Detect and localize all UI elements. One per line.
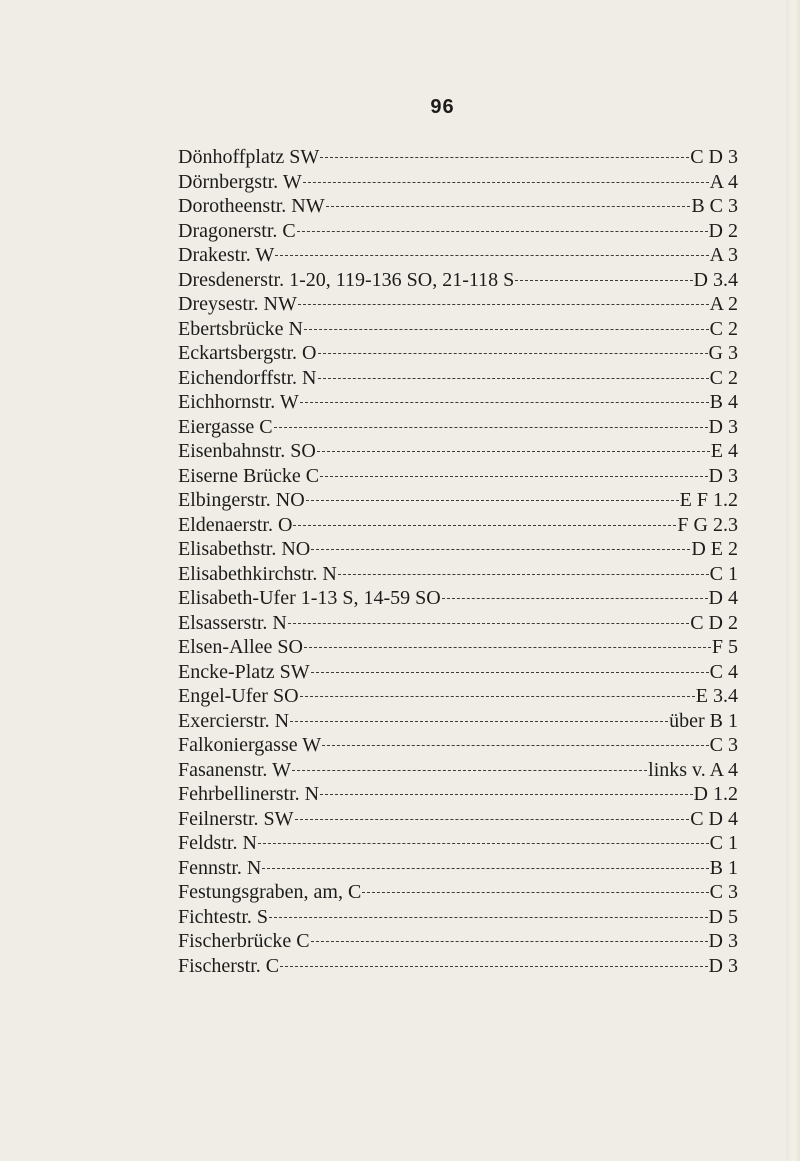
index-entry	[178, 243, 738, 268]
grid-reference: D 2	[708, 219, 738, 242]
grid-reference: A 2	[709, 293, 738, 315]
dotted-leader	[338, 574, 709, 575]
street-name: Eiergasse C	[178, 415, 273, 438]
index-entry	[178, 268, 738, 293]
index-entry	[178, 880, 738, 905]
street-name: Dörnbergstr. W	[178, 170, 302, 193]
index-entry	[178, 929, 738, 954]
street-name: Dönhoffplatz SW	[178, 146, 320, 168]
grid-reference: B 1	[709, 856, 738, 879]
dotted-leader	[262, 868, 708, 869]
index-entry	[178, 194, 738, 219]
street-name: Elsen-Allee SO	[178, 636, 303, 658]
index-entry	[178, 660, 738, 685]
index-entry	[178, 537, 738, 562]
grid-reference: F G 2.3	[677, 513, 738, 536]
dotted-leader	[258, 843, 709, 844]
dotted-leader	[515, 280, 692, 281]
dotted-leader	[292, 770, 647, 771]
street-name: Eiserne Brücke C	[178, 464, 320, 487]
dotted-leader	[320, 476, 707, 477]
dotted-leader	[280, 966, 707, 967]
dotted-leader	[304, 329, 709, 330]
street-name: Fasanenstr. W	[178, 758, 291, 781]
grid-reference: C D 2	[690, 611, 738, 634]
index-entry	[178, 586, 738, 611]
dotted-leader	[311, 549, 690, 550]
dotted-leader	[318, 378, 709, 379]
dotted-leader	[317, 451, 710, 452]
street-name: Eldenaerstr. O	[178, 513, 293, 536]
index-entry	[178, 464, 738, 489]
grid-reference: C D 3	[690, 146, 738, 168]
dotted-leader	[290, 721, 668, 722]
dotted-leader	[275, 255, 708, 256]
dotted-leader	[274, 427, 708, 428]
grid-reference: C 2	[709, 317, 738, 340]
dotted-leader	[303, 182, 709, 183]
page-number: 96	[430, 96, 455, 118]
dotted-leader	[442, 598, 708, 599]
grid-reference: C 1	[709, 562, 738, 585]
street-name: Feilnerstr. SW	[178, 807, 294, 830]
index-entry	[178, 439, 738, 464]
street-name: Elisabeth-Ufer 1-13 S, 14-59 SO	[178, 587, 441, 609]
index-entry	[178, 684, 738, 709]
grid-reference: C 2	[709, 366, 738, 389]
street-name: Fischerbrücke C	[178, 930, 310, 952]
grid-reference: A 4	[709, 170, 738, 193]
grid-reference: G 3	[708, 342, 738, 364]
grid-reference: C 3	[709, 734, 738, 756]
grid-reference: E 3.4	[695, 685, 738, 707]
grid-reference: D 3.4	[693, 268, 738, 291]
index-entry	[178, 219, 738, 244]
grid-reference: C 3	[709, 881, 738, 903]
street-name: Eichhornstr. W	[178, 391, 299, 413]
dotted-leader	[304, 647, 711, 648]
index-entry	[178, 611, 738, 636]
street-name: Elbingerstr. NO	[178, 489, 305, 511]
grid-reference: E F 1.2	[679, 489, 738, 511]
index-entry	[178, 905, 738, 930]
street-name: Elisabethstr. NO	[178, 538, 311, 560]
index-entry	[178, 488, 738, 513]
grid-reference: D E 2	[691, 538, 738, 560]
street-index-list	[178, 145, 738, 978]
grid-reference: C D 4	[690, 807, 738, 830]
street-name: Dreysestr. NW	[178, 293, 297, 315]
grid-reference: B C 3	[691, 195, 738, 217]
grid-reference: D 4	[708, 587, 738, 609]
grid-reference: D 5	[708, 905, 738, 928]
grid-reference: C 1	[709, 832, 738, 854]
street-name: Drakestr. W	[178, 244, 275, 266]
grid-reference: B 4	[709, 391, 738, 413]
dotted-leader	[293, 525, 676, 526]
street-name: Festungsgraben, am, C	[178, 881, 362, 903]
street-name: Eichendorffstr. N	[178, 366, 317, 389]
index-entry	[178, 341, 738, 366]
index-entry	[178, 856, 738, 881]
grid-reference: E 4	[710, 440, 738, 462]
street-name: Dragonerstr. C	[178, 219, 296, 242]
dotted-leader	[322, 745, 709, 746]
index-entry	[178, 807, 738, 832]
dotted-leader	[311, 672, 709, 673]
dotted-leader	[311, 941, 708, 942]
index-entry	[178, 390, 738, 415]
index-entry	[178, 562, 738, 587]
street-name: Fehrbellinerstr. N	[178, 783, 320, 805]
dotted-leader	[297, 231, 708, 232]
street-name: Dresdenerstr. 1-20, 119-136 SO, 21-118 S	[178, 268, 515, 291]
street-name: Elsasserstr. N	[178, 611, 287, 634]
street-name: Ebertsbrücke N	[178, 317, 303, 340]
street-name: Engel-Ufer SO	[178, 685, 299, 707]
street-name: Feldstr. N	[178, 832, 257, 854]
dotted-leader	[320, 157, 689, 158]
dotted-leader	[300, 402, 709, 403]
grid-reference: D 3	[708, 464, 738, 487]
dotted-leader	[295, 819, 690, 820]
index-entry	[178, 758, 738, 783]
index-entry	[178, 954, 738, 979]
street-name: Fichtestr. S	[178, 905, 269, 928]
grid-reference: C 4	[709, 660, 738, 683]
dotted-leader	[300, 696, 695, 697]
street-name: Eckartsbergstr. O	[178, 342, 317, 364]
street-name: Fischerstr. C	[178, 954, 280, 977]
page-edge	[786, 0, 800, 1161]
index-entry	[178, 366, 738, 391]
index-entry	[178, 170, 738, 195]
index-entry	[178, 831, 738, 856]
street-name: Fennstr. N	[178, 856, 262, 879]
dotted-leader	[318, 353, 708, 354]
street-name: Eisenbahnstr. SO	[178, 440, 316, 462]
dotted-leader	[362, 892, 708, 893]
dotted-leader	[306, 500, 679, 501]
dotted-leader	[320, 794, 692, 795]
grid-reference: A 3	[709, 244, 738, 266]
grid-reference: F 5	[711, 636, 738, 658]
dotted-leader	[288, 623, 689, 624]
index-entry	[178, 415, 738, 440]
dotted-leader	[298, 304, 709, 305]
index-entry	[178, 513, 738, 538]
street-name: Encke-Platz SW	[178, 660, 310, 683]
street-name: Dorotheenstr. NW	[178, 195, 325, 217]
grid-reference: D 1.2	[693, 783, 738, 805]
index-entry	[178, 317, 738, 342]
dotted-leader	[269, 917, 708, 918]
index-entry	[178, 292, 738, 317]
index-entry	[178, 635, 738, 660]
grid-reference: über B 1	[669, 709, 738, 732]
street-name: Exercierstr. N	[178, 709, 290, 732]
dotted-leader	[326, 206, 691, 207]
index-entry	[178, 733, 738, 758]
grid-reference: D 3	[708, 954, 738, 977]
street-name: Falkoniergasse W	[178, 734, 322, 756]
grid-reference: links v. A 4	[648, 758, 738, 781]
grid-reference: D 3	[708, 415, 738, 438]
grid-reference: D 3	[708, 930, 738, 952]
street-name: Elisabethkirchstr. N	[178, 562, 337, 585]
index-entry	[178, 782, 738, 807]
index-entry	[178, 145, 738, 170]
index-entry	[178, 709, 738, 734]
